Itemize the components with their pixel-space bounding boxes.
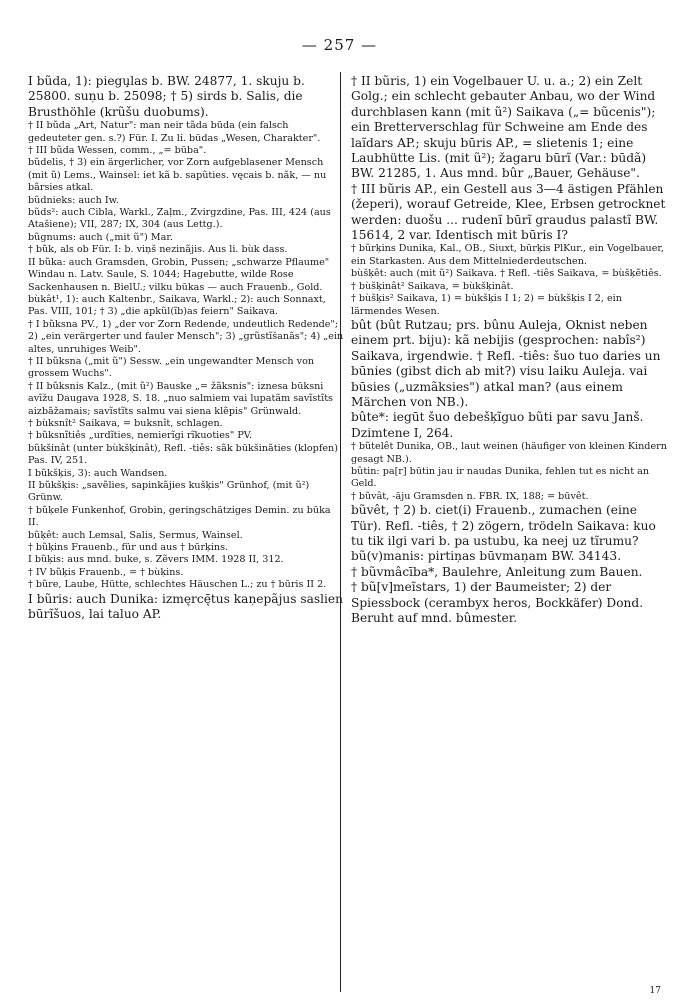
dictionary-entry: bûtin: pa[r] būtin jau ir naudas Dunika, fehlen tut es nicht an Geld. [351, 465, 650, 490]
dictionary-entry: † II bũris, 1) ein Vogelbauer U. u. a.; 2) ein Zelt Golg.; ein schlecht gebauter Anbau, wo der Wind durchblasen kann (mit ũ²) Saikava („= bũcenis"); ein Bretterverschlag für Schweine am Ende des laĩdars AP.; skuju būris AP., = slietenis 1; eine Laubhütte Lis. (mit ũ²); žagaru būrĩ (Var.: būdã) BW. 21285, 1. Aus mnd. bûr „Bauer, Gehäuse". [351, 74, 656, 181]
dictionary-entry: † III bũris AP., ein Gestell aus 3—4 ästigen Pfählen (žeperi), worauf Getreide, Klee, Erbsen getrocknet werden: duošu ... rudenĩ būrĩ graudus palastĩ BW. 15614, 2 var. Identisch mit būris I? [351, 181, 666, 243]
dictionary-entry: † I bũksna PV., 1) „der vor Zorn Redende, undeutlich Redende"; 2) „ein verärgerter und fauler Mensch"; 3) „grũstĩšanãs"; 4) „ein altes, unruhiges Weib". [28, 318, 344, 355]
dictionary-entry: bũ(v)manis: pirtiņas būvmaņam BW. 34143. [351, 549, 622, 564]
dictionary-entry: † bũ[v]meĩstars, 1) der Baumeister; 2) der Spiessbock (cerambyx heros, Bockkäfer) Dond. Beruht auf mnd. bûmester. [351, 580, 644, 626]
dictionary-entry: bũds²: auch Cibla, Warkl., Zaļm., Zvirgzdine, Pas. III, 424 (aus Atašiene); VII, 287; IX, 304 (aus Lettg.). [28, 207, 331, 231]
dictionary-entry: bũvêt, † 2) b. ciet(i) Frauenb., zumachen (eine Tür). Refl. -tiês, † 2) zögern, trödeln Saikava: kuo tu tik ilgi vari b. pa ustubu, ka neej uz tĩrumu? [351, 503, 656, 548]
dictionary-entry: † II bũda „Art, Natur": man neir tãda būda (ein falsch gedeuteter gen. s.?) Für. I. Zu li. būdas „Wesen, Charakter". [28, 120, 321, 144]
dictionary-entry: II bũkšķis: „savẽlies, sapinkãjies kušķis" Grünhof, (mit ũ²) Grünw. [28, 480, 310, 504]
dictionary-entry: I bũkšķis, 3): auch Wandsen. [28, 467, 168, 479]
dictionary-entry: † bũķins Frauenb., für und aus † būrķins. [28, 542, 229, 554]
dictionary-entry: † III bũda Wessen, comm., „= būba". [28, 145, 207, 157]
dictionary-entry: bùšķêt: auch (mit ũ²) Saikava. † Refl. -tiês Saikava, = bùšķẽtiês. [351, 268, 662, 280]
dictionary-entry: † II bũksna („mit ũ") Sessw. „ein ungewandter Mensch von grossem Wuchs". [28, 355, 315, 380]
dictionary-entry: † bũre, Laube, Hütte, schlechtes Häuschen L.; zu † būris II 2. [28, 579, 327, 591]
dictionary-entry: bũgnums: auch („mit ũ") Mar. [28, 231, 173, 243]
dictionary-entry: bũķêt: auch Lemsal, Salis, Sermus, Wainsel. [28, 529, 243, 541]
dictionary-entry: bũdelis, † 3) ein ärgerlicher, vor Zorn aufgeblasener Mensch (mit ũ) Lems., Wainsel: iet kã b. sapũties. vęcais b. nãk, — nu bãrsies atkal. [28, 157, 327, 194]
dictionary-entry: † bũtelêt Dunika, OB., laut weinen (häufiger von kleinen Kindern gesagt NB.). [351, 441, 667, 465]
dictionary-entry: † bũvmâcība*, Baulehre, Anleitung zum Bauen. [351, 564, 643, 579]
dictionary-entry: † bũrķins Dunika, Kal., OB., Siuxt, būrķis PlKur., ein Vogelbauer, ein Starkasten. Aus dem Mittelniederdeutschen. [351, 243, 664, 267]
dictionary-entry: II bũka: auch Gramsden, Grobin, Pussen; „schwarze Pflaume" Windau n. Latv. Saule, S. 1044; Hagebutte, wilde Rose Sackenhausen n. BielU.; vilku būkas — auch Frauenb., Gold. [28, 256, 330, 293]
dictionary-entry: bũdnieks: auch Iw. [28, 194, 119, 206]
dictionary-entry: † bùksnît² Saikava, = buksnît, schlagen. [28, 417, 223, 429]
left-column [28, 74, 344, 622]
signature-mark: 17 [649, 986, 661, 996]
right-column [351, 74, 669, 626]
dictionary-entry: † bũvât, -āju Gramsden n. FBR. IX, 188; = būvêt. [351, 490, 589, 502]
dictionary-entry: † II bũksnis Kalz., (mit ũ²) Bauske „= žãksnis": iznesa būksni avĩžu Daugava 1928, S. 18. „nuo salmiem vai lupatãm savĩstĩts aizbãžamais; savĩstĩts salmu vai siena klẽpis" Grünwald. [28, 380, 333, 417]
dictionary-entry: † bũksnĩtiês „urdĩties, nemierĩgi rĩkuoties" PV. [28, 430, 253, 442]
dictionary-entry: I bũķis: aus mnd. buke, s. Zẽvers IMM. 1928 II, 312. [28, 554, 284, 566]
dictionary-entry: bûte*: iegūt šuo debešķĩguo bũti par savu Janš. Dzimtene I, 264. [351, 410, 644, 440]
dictionary-entry: bùkât¹, 1): auch Kaltenbr., Saikava, Warkl.; 2): auch Sonnaxt, Pas. VIII, 101; † 3) „die apkũl(ĩb)as feiern" Saikava. [28, 293, 326, 318]
dictionary-entry: bũkšinât (unter bùkšķinât), Refl. -tiês: sãk būkšinãties (klopfen) Pas. IV, 251. [28, 442, 338, 467]
dictionary-entry: † bùšķinât² Saikava, = bùkšķinât. [351, 280, 514, 292]
dictionary-entry: † bũk, als ob Für. I: b. viņš nezinãjis. Aus li. bùk dass. [28, 244, 288, 256]
dictionary-entry: † IV bũķis Frauenb., = † bùķins. [28, 566, 184, 578]
dictionary-entry: I bũris: auch Dunika: izmęrcę̄tus kaņepãjus saslien būrĩšuos, lai taluo AP. [28, 591, 343, 622]
dictionary-entry: † bũķele Funkenhof, Grobin, geringschätziges Demin. zu būka II. [28, 504, 331, 529]
page-number: — 257 — [301, 36, 378, 54]
dictionary-entry: bût (bût Rutzau; prs. bûnu Auleja, Oknist neben einem prt. biju): kã nebijis (gesprochen: nabîs²) Saikava, irgendwie. † Refl. -tiês: šuo tuo daries un būnies (gibst dich ab mit?) visu laiku Auleja. vai būsies („uzmãksies") atkal man? (aus einem Märchen von NB.). [351, 317, 661, 409]
dictionary-entry: I bũda, 1): piegu̧las b. BW. 24877, 1. skuju b. 25800. suņu b. 25098; † 5) sirds b. Salis, die Brusthöhle (krũšu duobums). [28, 74, 305, 119]
dictionary-entry: † bùšķis² Saikava, 1) = bùkšķis I 1; 2) = bùkšķis I 2, ein lärmendes Wesen. [351, 293, 622, 317]
